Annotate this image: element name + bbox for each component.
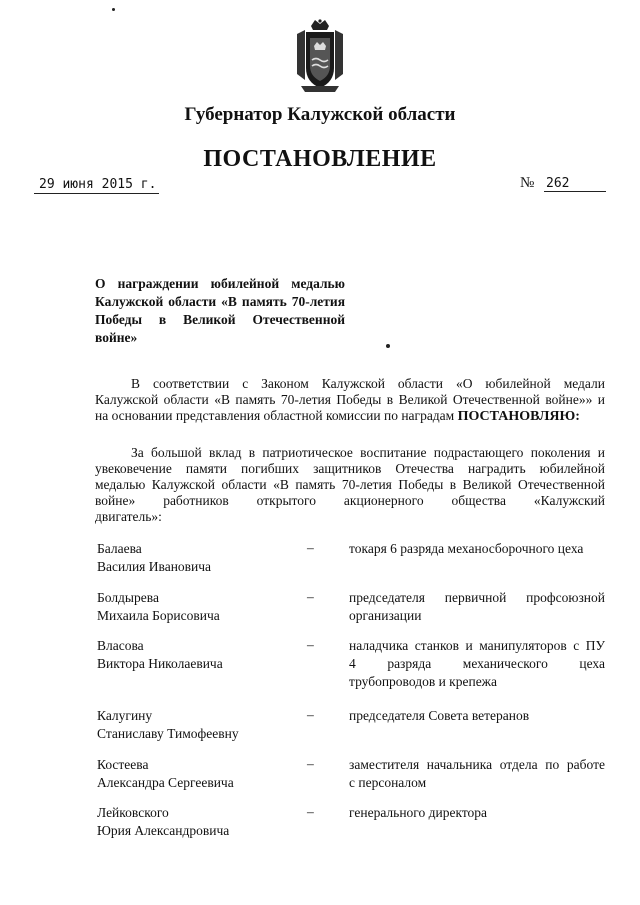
subject-line: войне» xyxy=(95,330,138,345)
paragraph-text: на основании представления областной комиссии по наградам xyxy=(95,408,455,423)
awardee-surname: Балаева xyxy=(97,541,142,556)
awardee-given-names: Станиславу Тимофеевну xyxy=(97,726,239,741)
subject-line: Калужской области «В память 70-летия xyxy=(95,294,345,309)
awardee-position xyxy=(349,589,605,625)
position-line: заместителя начальника отдела по работе xyxy=(349,757,605,772)
position-line: председателя первичной профсоюзной xyxy=(349,590,605,605)
paragraph-line: За большой вклад в патриотическое воспитание подрастающего поколения и xyxy=(131,445,605,460)
awardee-position xyxy=(349,540,605,558)
awardee-position xyxy=(349,637,605,691)
awardee-surname: Костеева xyxy=(97,757,149,772)
document-number-label: № xyxy=(520,175,535,191)
paragraph-line: войне» работников открытого акционерного общества «Калужский xyxy=(95,493,605,508)
paragraph-line xyxy=(95,408,605,425)
subject-line: Победы в Великой Отечественной xyxy=(95,312,345,327)
award-paragraph xyxy=(95,445,605,525)
document-type-title: ПОСТАНОВЛЕНИЕ xyxy=(203,146,437,172)
position-line: председателя Совета ветеранов xyxy=(349,708,530,723)
awardee-name xyxy=(97,540,297,576)
legal-basis-paragraph xyxy=(95,376,605,425)
dash-separator: – xyxy=(307,540,314,555)
paragraph-line: В соответствии с Законом Калужской области «О юбилейной медали xyxy=(131,376,605,391)
awardee-position xyxy=(349,804,605,822)
document-number: 262 xyxy=(544,176,606,192)
position-line: 4 разряда механического цеха xyxy=(349,656,605,671)
awardee-given-names: Василия Ивановича xyxy=(97,559,212,574)
awardee-position xyxy=(349,707,605,725)
document-date: 29 июня 2015 г. xyxy=(34,177,159,194)
dash-separator: – xyxy=(307,804,314,819)
awardee-given-names: Александра Сергеевича xyxy=(97,775,234,790)
awardee-name xyxy=(97,637,297,673)
dash-separator: – xyxy=(307,637,314,652)
dash-separator: – xyxy=(307,756,314,771)
paragraph-line: двигатель»: xyxy=(95,509,162,524)
decree-keyword: ПОСТАНОВЛЯЮ: xyxy=(457,409,580,424)
position-line: генерального директора xyxy=(349,805,488,820)
awardee-name xyxy=(97,589,297,625)
scan-speck xyxy=(112,8,115,11)
coat-of-arms-emblem xyxy=(291,18,349,94)
position-line: с персоналом xyxy=(349,775,427,790)
subject-line: О награждении юбилейной медалью xyxy=(95,276,345,291)
awardee-position xyxy=(349,756,605,792)
awardee-name xyxy=(97,756,297,792)
paragraph-line: Калужской области «В память 70-летия Победы в Великой Отечественной войне»» и xyxy=(95,392,605,407)
awardee-surname: Власова xyxy=(97,638,144,653)
dash-separator: – xyxy=(307,707,314,722)
position-line: трубопроводов и крепежа xyxy=(349,674,497,689)
paragraph-line: медалью Калужской области «В память 70-летия Победы в Великой Отечественной xyxy=(95,477,605,492)
issuing-authority: Губернатор Калужской области xyxy=(184,104,456,125)
awardee-name xyxy=(97,707,297,743)
position-line: токаря 6 разряда механосборочного цеха xyxy=(349,541,584,556)
awardee-surname: Болдырева xyxy=(97,590,159,605)
awardee-surname: Калугину xyxy=(97,708,153,723)
awardee-surname: Лейковского xyxy=(97,805,169,820)
position-line: наладчика станков и манипуляторов с ПУ xyxy=(349,638,605,653)
decree-subject xyxy=(95,275,345,347)
awardee-name xyxy=(97,804,297,840)
awardee-given-names: Юрия Александровича xyxy=(97,823,230,838)
position-line: организации xyxy=(349,608,422,623)
scan-speck xyxy=(386,344,390,348)
dash-separator: – xyxy=(307,589,314,604)
awardee-given-names: Виктора Николаевича xyxy=(97,656,223,671)
paragraph-line: увековечение памяти погибших защитников Отечества наградить юбилейной xyxy=(95,461,605,476)
awardee-given-names: Михаила Борисовича xyxy=(97,608,220,623)
